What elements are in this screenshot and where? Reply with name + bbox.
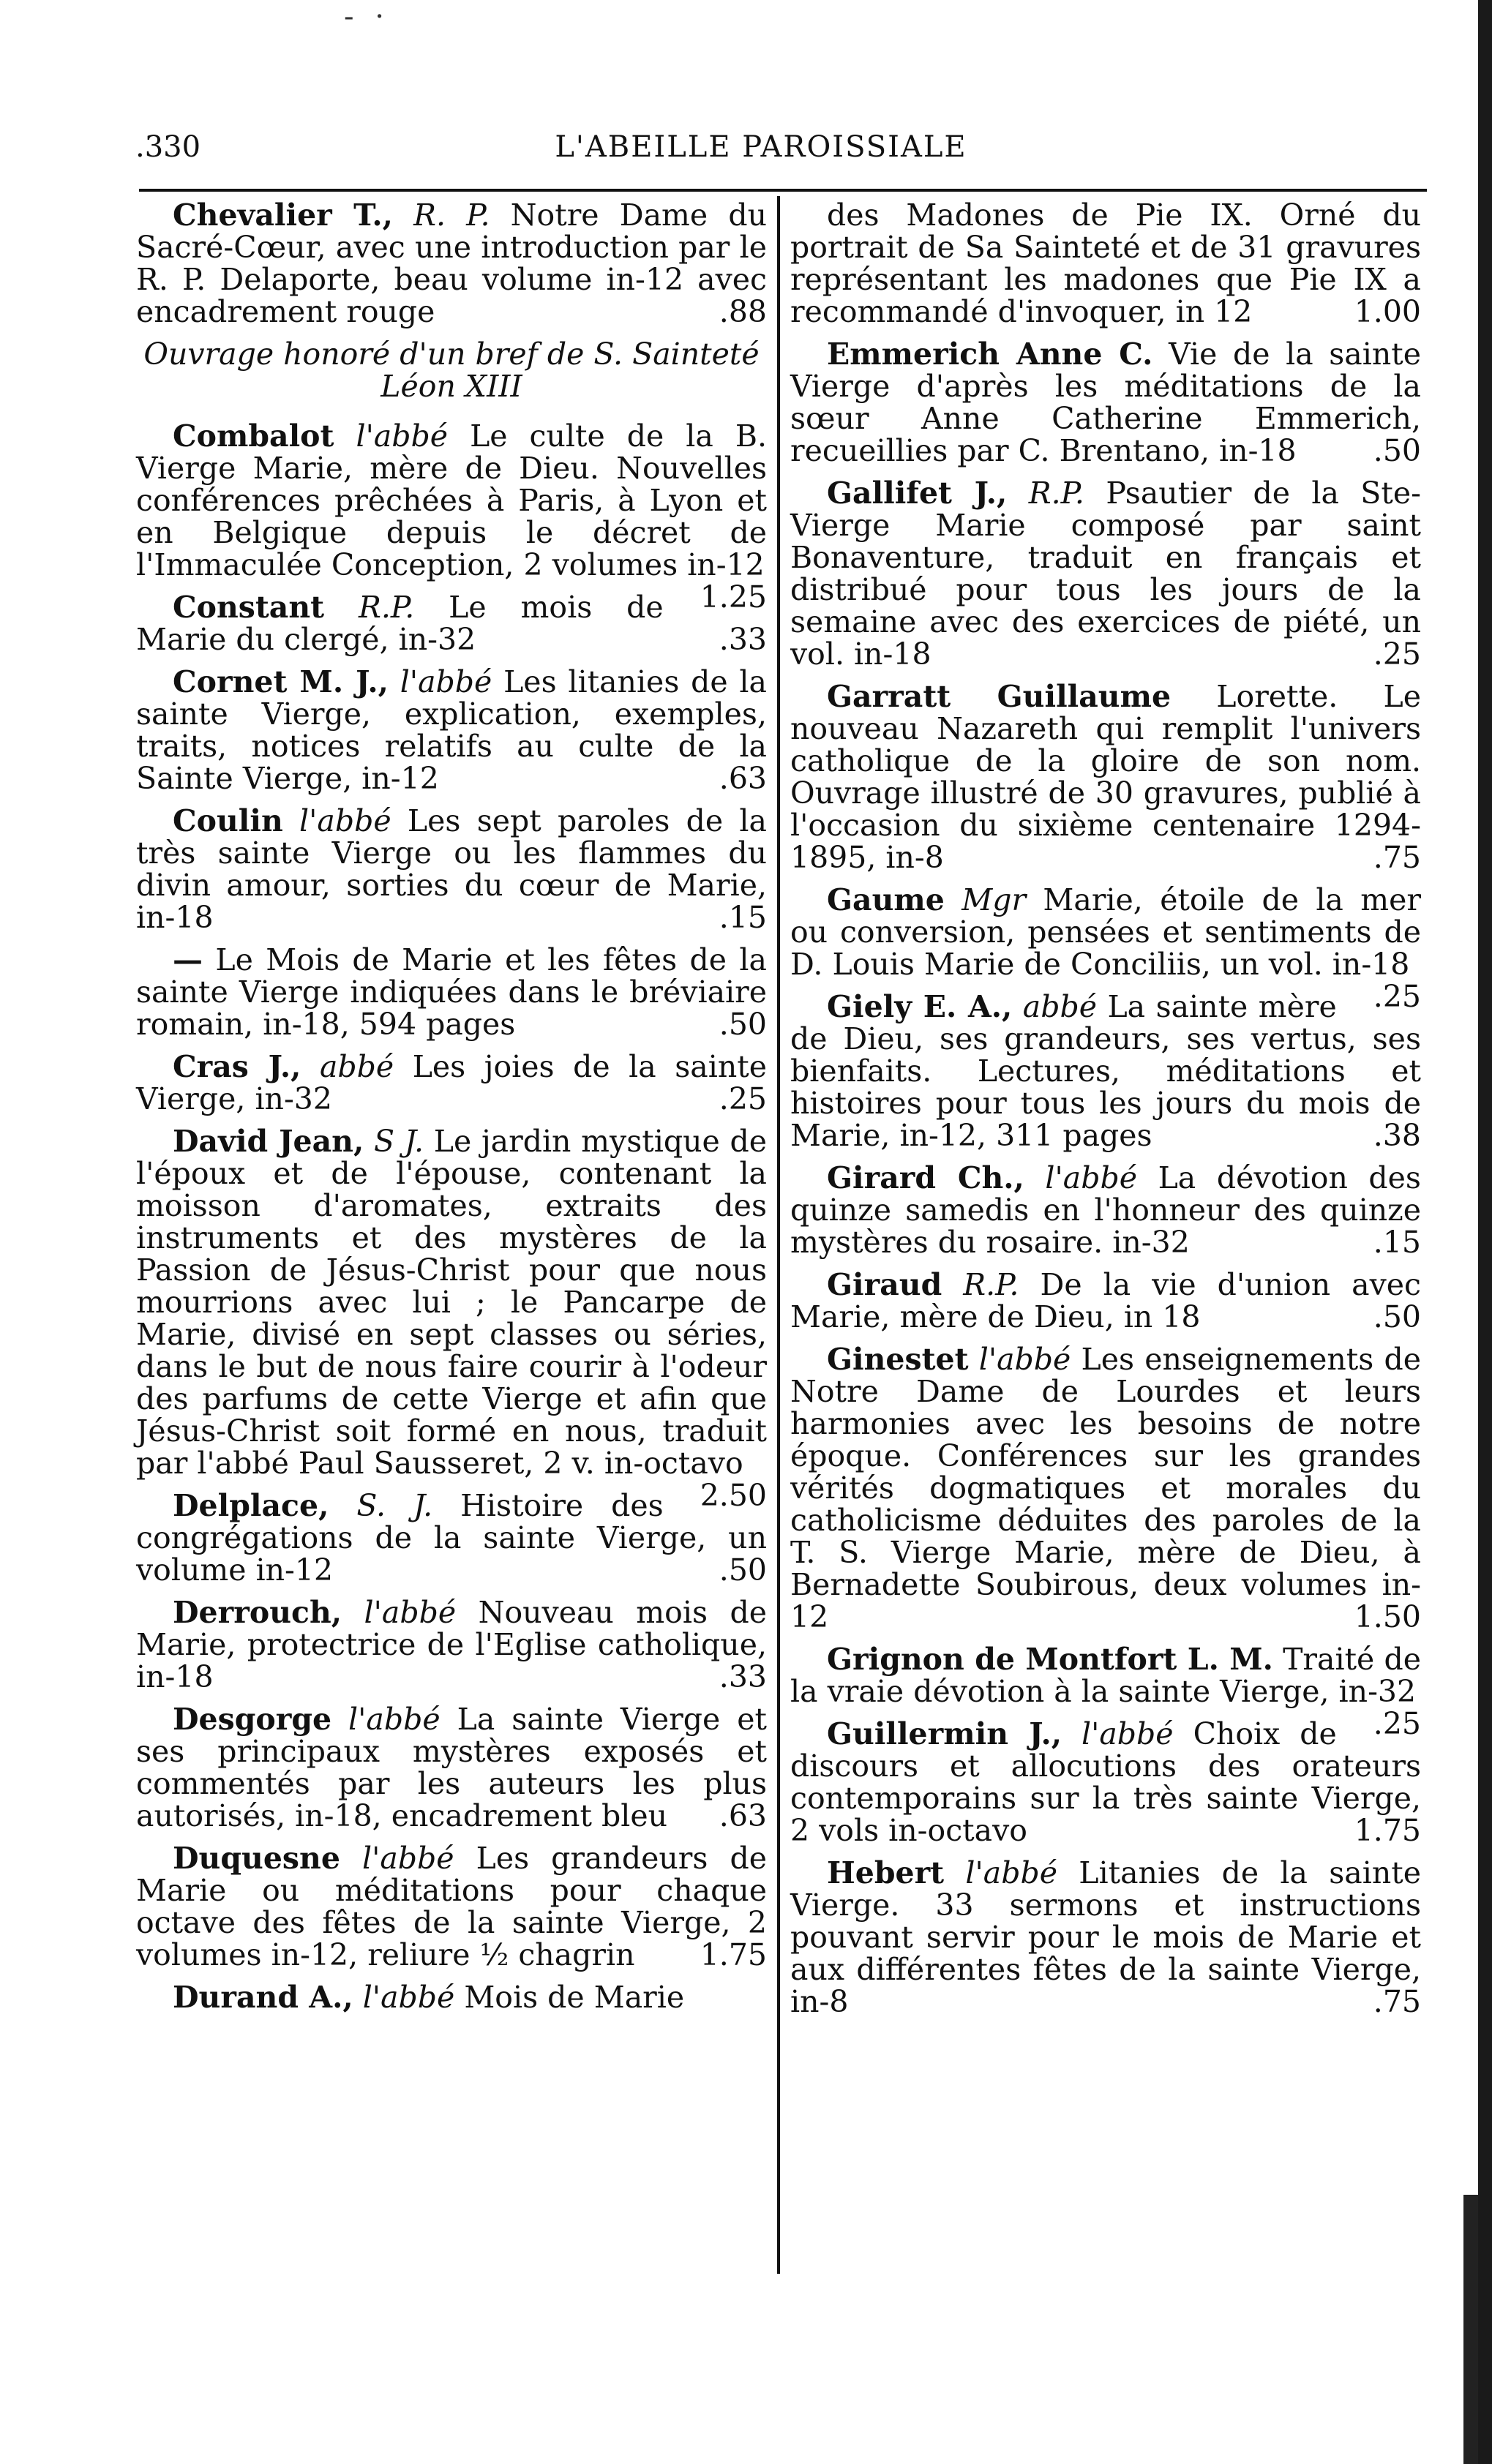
entry-author-title: R.P.	[1028, 476, 1084, 511]
catalog-entry	[790, 1343, 1421, 1633]
entry-description: Lorette. Le nouveau Nazareth qui remplit l'univers catholique de la gloire de son nom. Ouvrage illustré de 30 gravures, publié à l'occasion du sixième centenaire 1294-1895, in-8	[790, 679, 1421, 875]
entry-body	[136, 1596, 767, 1693]
entry-author-title: l'abbé	[400, 664, 492, 699]
entry-author-title: l'abbé	[364, 1595, 457, 1630]
entry-author-title: Mgr	[961, 882, 1027, 917]
entry-price: 1.75	[1354, 1813, 1421, 1848]
entry-price: 1.25	[700, 579, 767, 615]
catalog-entry	[136, 805, 767, 934]
entry-body	[136, 1842, 767, 1971]
entry-body	[790, 680, 1421, 874]
entry-price: 1.00	[1354, 294, 1421, 329]
entry-author: —	[173, 942, 203, 977]
book-note: Ouvrage honoré d'un bref de S. Sainteté Léon XIII	[143, 337, 760, 404]
entry-price: .50	[719, 1007, 767, 1042]
entry-price: .63	[719, 1798, 767, 1833]
entry-description: Le culte de la B. Vierge Marie, mère de Dieu. Nouvelles conférences prêchées à Paris, à Lyon et en Belgique depuis le décret de l'Immaculée Conception, 2 volumes in-12	[136, 418, 767, 582]
catalog-entry	[790, 680, 1421, 874]
page-edge	[1478, 0, 1492, 2464]
entry-price: .75	[1373, 840, 1421, 875]
entry-author-title: S J.	[373, 1124, 424, 1159]
entry-description: Litanies de la sainte Vierge. 33 sermons et instructions pouvant servir pour le mois de Marie et aux différentes fêtes de la sainte Vierge, in-8	[790, 1855, 1421, 2019]
entry-price: 1.75	[700, 1937, 767, 1972]
entry-price: .50	[1373, 433, 1421, 468]
catalog-entry	[790, 338, 1421, 467]
catalog-entry	[790, 1162, 1421, 1258]
entry-body	[790, 1718, 1421, 1847]
entry-author: Garratt Guillaume	[827, 679, 1172, 714]
entry-description: Les joies de la sainte Vierge, in-32	[136, 1049, 767, 1116]
left-column	[136, 199, 767, 2024]
entry-price: .15	[1373, 1225, 1421, 1260]
entry-author-title: R.P.	[963, 1267, 1019, 1302]
catalog-entry	[136, 666, 767, 795]
entry-author: Gaume	[827, 882, 945, 917]
entry-author: Constant	[173, 590, 325, 625]
entry-author: Giraud	[827, 1267, 942, 1302]
entry-author: Combalot	[173, 418, 334, 454]
entry-description: Vie de la sainte Vierge d'après les méditations de la sœur Anne Catherine Emmerich, recueillies par C. Brentano, in-18	[790, 337, 1421, 468]
entry-author-title: l'abbé	[361, 1841, 454, 1876]
catalog-entry	[136, 1981, 767, 2013]
entry-price: .50	[1373, 1299, 1421, 1334]
entry-author: Coulin	[173, 803, 283, 838]
entry-author: Desgorge	[173, 1702, 332, 1737]
entry-price: .33	[719, 622, 767, 657]
entry-description: Les sept paroles de la très sainte Vierge ou les flammes du divin amour, sorties du cœur de Marie, in-18	[136, 803, 767, 935]
entry-author-title: l'abbé	[1081, 1716, 1174, 1751]
entry-author-title: l'abbé	[356, 418, 449, 454]
entry-body	[136, 805, 767, 934]
entry-price: .25	[1373, 1706, 1421, 1741]
entry-price: .15	[719, 900, 767, 935]
entry-author: David Jean,	[173, 1124, 364, 1159]
entry-body	[136, 199, 767, 328]
catalog-entry	[790, 477, 1421, 670]
entry-author: Durand A.,	[173, 1980, 353, 2015]
catalog-entry	[790, 1718, 1421, 1847]
entry-author-title: abbé	[319, 1049, 394, 1084]
catalog-entry	[136, 1703, 767, 1832]
entry-author-title: l'abbé	[965, 1855, 1057, 1890]
entry-author: Ginestet	[827, 1342, 969, 1377]
entry-body	[136, 666, 767, 795]
entry-description: Marie, étoile de la mer ou conversion, pensées et sentiments de D. Louis Marie de Conciliis, un vol. in-18	[790, 882, 1421, 982]
entry-body	[136, 1703, 767, 1832]
entry-description: Nouveau mois de Marie, protectrice de l'Eglise catholique, in-18	[136, 1595, 767, 1694]
entry-price: .38	[1373, 1118, 1421, 1153]
entry-author: Duquesne	[173, 1841, 340, 1876]
entry-description: La sainte Vierge et ses principaux mystères exposés et commentés par les auteurs les plus autorisés, in-18, encadrement bleu	[136, 1702, 767, 1833]
entry-description: Le mois de Marie du clergé, in-32	[136, 590, 664, 657]
entry-author-title: S. J.	[356, 1488, 433, 1523]
running-title: L'ABEILLE PAROISSIALE	[555, 130, 967, 164]
entry-description: Le jardin mystique de l'époux et de l'épouse, contenant la moisson d'aromates, extraits des instruments et des mystères de la Passion de Jésus-Christ pour que nous mourrions avec lui ; le Pancarpe de Marie, divisé en sept classes ou séries, dans le but de nous faire courir à l'odeur des parfums de cette Vierge et afin que Jésus-Christ soit formé en nous, traduit par l'abbé Paul Sausseret, 2 v. in-octavo	[136, 1124, 767, 1481]
entry-body	[136, 1981, 767, 2013]
entry-price: .25	[719, 1081, 767, 1116]
scan-mark: ‐ ·	[344, 0, 390, 34]
entry-author: Derrouch,	[173, 1595, 342, 1630]
entry-price: .88	[719, 294, 767, 329]
catalog-entry	[790, 1857, 1421, 2018]
entry-price: .63	[719, 761, 767, 796]
page-edge-shadow	[1463, 2195, 1478, 2464]
catalog-entry	[790, 199, 1421, 328]
entry-price: .25	[1373, 636, 1421, 672]
entry-price: 2.50	[700, 1478, 767, 1513]
entry-author-title: R. P.	[413, 198, 490, 233]
entry-description: Mois de Marie	[464, 1980, 685, 2015]
entry-author: Hebert	[827, 1855, 945, 1890]
entry-description: Les litanies de la sainte Vierge, explication, exemples, traits, notices relatifs au culte de la Sainte Vierge, in-12	[136, 664, 767, 796]
entry-author: Guillermin J.,	[827, 1716, 1062, 1751]
entry-price: .33	[719, 1659, 767, 1694]
entry-body	[790, 1857, 1421, 2018]
entry-description: Les enseignements de Notre Dame de Lourdes et leurs harmonies avec les besoins de notre époque. Conférences sur les grandes vérités dogmatiques et morales du catholicisme déduites des paroles de la T. S. Vierge Marie, mère de Dieu, à Bernadette Soubirous, deux volumes in-12	[790, 1342, 1421, 1634]
entry-author-title: l'abbé	[299, 803, 391, 838]
catalog-entry	[136, 1842, 767, 1971]
page-number: .330	[135, 130, 201, 164]
page-header	[135, 130, 1387, 171]
entry-body	[790, 199, 1421, 328]
entry-description: La dévotion des quinze samedis en l'honneur des quinze mystères du rosaire. in-32	[790, 1160, 1421, 1260]
right-column	[790, 199, 1421, 2028]
catalog-entry	[790, 991, 1421, 1152]
entry-author: Giely E. A.,	[827, 989, 1013, 1024]
entry-body	[790, 477, 1421, 670]
entry-body	[790, 338, 1421, 467]
entry-description: des Madones de Pie IX. Orné du portrait de Sa Sainteté et de 31 gravures représentant les madones que Pie IX a recommandé d'invoquer, in 12	[790, 198, 1421, 329]
entry-price: .25	[1373, 979, 1421, 1014]
entry-description: Notre Dame du Sacré-Cœur, avec une introduction par le R. P. Delaporte, beau volume in-12 avec encadrement rouge	[136, 198, 767, 329]
entry-body	[790, 1343, 1421, 1633]
catalog-entry	[136, 1596, 767, 1693]
catalog-entry	[136, 1051, 767, 1115]
entry-author: Delplace,	[173, 1488, 329, 1523]
entry-price: .75	[1373, 1984, 1421, 2019]
entry-price: .50	[719, 1552, 767, 1588]
entry-author-title: l'abbé	[348, 1702, 441, 1737]
entry-price: 1.50	[1354, 1599, 1421, 1634]
entry-author-title: l'abbé	[978, 1342, 1071, 1377]
column-divider	[777, 196, 780, 2274]
entry-description: Traité de la vraie dévotion à la sainte Vierge, in-32	[790, 1642, 1421, 1709]
entry-author: Emmerich Anne C.	[827, 337, 1153, 372]
entry-author-title: l'abbé	[1045, 1160, 1137, 1195]
entry-description: Psautier de la Ste-Vierge Marie composé par saint Bonaventure, traduit en français et distribué pour tous les jours de la semaine avec des exercices de piété, un vol. in-18	[790, 476, 1421, 672]
entry-body	[790, 1162, 1421, 1258]
header-rule	[139, 189, 1427, 192]
entry-author: Gallifet J.,	[827, 476, 1008, 511]
entry-description: Histoire des congrégations de la sainte Vierge, un volume in-12	[136, 1488, 767, 1588]
entry-author-title: abbé	[1022, 989, 1097, 1024]
entry-description: De la vie d'union avec Marie, mère de Dieu, in 18	[790, 1267, 1421, 1334]
entry-body	[136, 1051, 767, 1115]
entry-author: Cornet M. J.,	[173, 664, 389, 699]
entry-body	[136, 944, 767, 1040]
entry-author: Girard Ch.,	[827, 1160, 1024, 1195]
entry-body	[790, 1269, 1421, 1333]
catalog-entry	[136, 944, 767, 1040]
entry-author: Grignon de Montfort L. M.	[827, 1642, 1273, 1677]
entry-author: Chevalier T.,	[173, 198, 393, 233]
entry-description: Le Mois de Marie et les fêtes de la sainte Vierge indiquées dans le bréviaire romain, in-18, 594 pages	[136, 942, 767, 1042]
entry-description: La sainte mère de Dieu, ses grandeurs, ses vertus, ses bienfaits. Lectures, méditations et histoires pour tous les jours du mois de Marie, in-12, 311 pages	[790, 989, 1421, 1153]
entry-author-title: l'abbé	[362, 1980, 455, 2015]
entry-author: Cras J.,	[173, 1049, 301, 1084]
catalog-entry	[136, 199, 767, 328]
catalog-entry	[790, 1269, 1421, 1333]
entry-author-title: R.P.	[359, 590, 415, 625]
entry-description: Choix de discours et allocutions des orateurs contemporains sur la très sainte Vierge, 2 vols in-octavo	[790, 1716, 1421, 1848]
entry-description: Les grandeurs de Marie ou méditations pour chaque octave des fêtes de la sainte Vierge, 2 volumes in-12, reliure ½ chagrin	[136, 1841, 767, 1972]
entry-body	[790, 991, 1421, 1152]
